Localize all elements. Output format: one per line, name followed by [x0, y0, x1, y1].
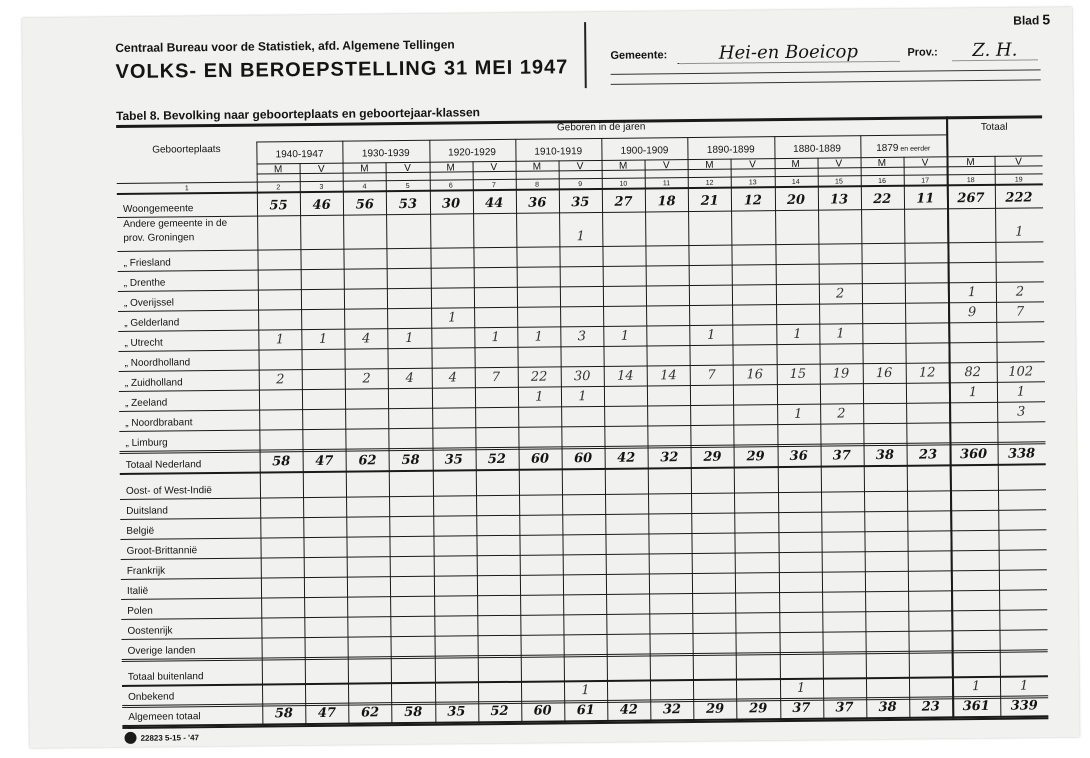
row-label: Oost- of West-Indië: [125, 485, 212, 497]
cell-value: 36: [789, 448, 808, 464]
year-group-header: [343, 148, 429, 161]
year-group-header: [515, 146, 601, 159]
column-number: 19: [1014, 176, 1023, 184]
cell-value: 1: [1016, 384, 1026, 400]
row-label: „ Zeeland: [124, 397, 168, 409]
cell-value: 1: [836, 326, 845, 342]
row-label: Totaal Nederland: [125, 459, 202, 471]
cell-value: 15: [789, 366, 807, 382]
cell-value: 1: [794, 406, 803, 422]
cell-value: 21: [700, 193, 719, 209]
cell-value: 38: [878, 699, 897, 716]
column-number: 15: [835, 178, 843, 186]
cell-value: 1: [967, 285, 977, 301]
cell-value: 4: [361, 331, 371, 347]
prov-label: Prov.:: [907, 46, 938, 59]
row-label: Overige landen: [127, 645, 196, 657]
cell-value: 37: [835, 700, 854, 716]
cell-value: 1: [1015, 224, 1024, 240]
sex-label: M: [877, 157, 887, 170]
year-group-header: [774, 143, 860, 156]
year-group-label: 1879: [876, 142, 899, 155]
cell-value: 222: [1005, 190, 1033, 206]
sex-label: V: [749, 159, 756, 171]
cell-value: 53: [398, 196, 418, 213]
column-number: 13: [748, 179, 757, 187]
cell-value: 360: [959, 446, 988, 463]
sex-label: V: [1015, 156, 1022, 168]
year-group-label: 1910-1919: [534, 146, 583, 158]
cell-value: 32: [662, 702, 682, 718]
cell-value: 13: [830, 192, 849, 208]
print-code: 22823 5-15 - '47: [140, 732, 199, 743]
cell-value: 1: [968, 385, 978, 401]
year-group-label: 1920-1929: [448, 147, 497, 159]
column-number: 3: [319, 183, 324, 191]
sex-label: V: [662, 160, 670, 172]
cell-value: 1: [793, 326, 802, 342]
census-table: [116, 115, 1048, 741]
cell-value: 9: [967, 305, 977, 321]
cell-value: 339: [1010, 698, 1038, 714]
column-number: 7: [491, 182, 496, 190]
column-number: 16: [878, 177, 886, 186]
sex-label: M: [446, 162, 455, 174]
cell-value: 58: [401, 452, 420, 469]
sex-label: V: [835, 158, 843, 170]
sex-label: V: [404, 162, 411, 175]
column-number: 1: [184, 185, 189, 193]
cell-value: 102: [1008, 364, 1034, 380]
cell-value: 35: [571, 195, 590, 211]
cell-value: 1: [796, 680, 806, 696]
year-group-label: 1880-1889: [793, 143, 842, 155]
row-label: Onbekend: [128, 691, 175, 703]
cell-value: 1: [535, 389, 544, 405]
cell-value: 3: [1016, 404, 1026, 420]
row-label: Polen: [127, 605, 153, 617]
data-column-rule: [903, 157, 910, 719]
cell-value: 4: [405, 370, 414, 387]
cell-value: 1: [620, 328, 630, 344]
gemeente-rule-1: [611, 69, 1041, 75]
cell-value: 47: [315, 453, 334, 469]
data-column-rule: [558, 160, 565, 722]
row-label-line: prov. Groningen: [123, 232, 195, 244]
cell-value: 18: [657, 194, 676, 210]
cell-value: 29: [749, 701, 768, 717]
cell-value: 14: [660, 368, 677, 384]
row-label: Italië: [126, 585, 149, 597]
census-form-sheet: [22, 7, 1080, 748]
sheet-number: 5: [1042, 11, 1051, 28]
year-group-header: [860, 142, 946, 156]
cell-value: 7: [707, 367, 716, 383]
table-title: Tabel 8. Bevolking naar geboorteplaats en geboortejaar-klassen: [115, 105, 480, 124]
row-label: „ Noordholland: [124, 357, 191, 369]
cell-value: 14: [616, 368, 634, 384]
year-group-label: 1900-1909: [620, 145, 669, 157]
year-group-header: [429, 147, 515, 160]
cell-value: 37: [832, 448, 851, 464]
gemeente-value: Hei-en Boeicop: [677, 43, 899, 64]
data-column-rule: [731, 159, 738, 721]
data-column-rule: [386, 162, 393, 724]
cell-value: 44: [485, 195, 504, 212]
header-divider: [584, 22, 587, 88]
year-group-label: 1940-1947: [275, 148, 324, 161]
column-number: 11: [662, 180, 671, 188]
row-label: „ Noordbrabant: [125, 417, 193, 429]
sex-label: V: [576, 161, 584, 173]
gemeente-rule-2: [611, 79, 1041, 85]
row-label: Duitsland: [126, 505, 168, 517]
cell-value: 2: [362, 371, 371, 387]
cell-value: 30: [573, 369, 591, 385]
year-group-header: [601, 145, 687, 158]
column-number: 14: [791, 178, 800, 186]
sex-label: V: [317, 163, 325, 175]
cell-value: 22: [530, 369, 548, 385]
row-label: „ Friesland: [123, 257, 171, 269]
cell-value: 2: [276, 372, 285, 388]
cell-value: 52: [487, 451, 506, 468]
gemeente-label: Gemeente:: [610, 49, 668, 62]
cell-value: 1: [491, 330, 500, 346]
cell-value: 1: [706, 327, 716, 343]
cell-value: 36: [528, 195, 547, 211]
cell-value: 11: [916, 191, 935, 207]
cell-value: 7: [1015, 304, 1025, 320]
sex-label: M: [705, 159, 714, 171]
row-label: Groot-Brittannië: [126, 545, 198, 557]
cell-value: 1: [405, 330, 414, 347]
column-number: 2: [276, 184, 281, 192]
cell-value: 42: [617, 450, 636, 466]
cell-value: 20: [786, 192, 806, 208]
organization-name: Centraal Bureau voor de Statistiek, afd. Algemene Tellingen: [115, 37, 455, 56]
row-label: „ Zuidholland: [124, 377, 183, 389]
cell-value: 29: [746, 449, 765, 465]
data-column-rule: [300, 163, 307, 725]
cell-value: 3: [577, 329, 587, 345]
cell-value: 1: [581, 683, 590, 699]
cell-value: 1: [534, 329, 543, 345]
cell-value: 22: [873, 191, 892, 208]
cell-value: 58: [272, 454, 291, 470]
col-header-group: Geboren in de jaren: [556, 121, 646, 134]
year-group-label: 1890-1899: [706, 144, 755, 156]
cell-value: 267: [957, 190, 985, 207]
cell-value: 23: [921, 699, 940, 715]
cell-value: 35: [447, 704, 466, 720]
column-number: 6: [448, 182, 453, 190]
cell-value: 1: [578, 389, 587, 405]
cell-value: 4: [448, 370, 458, 386]
column-number: 18: [966, 177, 975, 185]
year-group-header: [256, 149, 342, 162]
cell-value: 1: [1019, 678, 1029, 694]
cell-value: 32: [660, 450, 679, 466]
cell-value: 2: [835, 286, 845, 302]
row-label: „ Utrecht: [124, 337, 163, 349]
cell-value: 16: [746, 367, 764, 383]
census-title: VOLKS- EN BEROEPSTELLING 31 MEI 1947: [115, 56, 569, 84]
cell-value: 38: [875, 447, 895, 464]
year-group-label: 1930-1939: [361, 147, 410, 160]
cell-value: 56: [355, 197, 374, 213]
cell-value: 37: [792, 700, 811, 716]
year-group-suffix: en eerder: [898, 145, 931, 153]
cell-value: 60: [533, 703, 552, 719]
cell-value: 12: [743, 193, 763, 209]
cell-value: 58: [274, 706, 293, 722]
sex-label: M: [791, 158, 800, 170]
cell-value: 47: [317, 705, 337, 721]
cell-value: 42: [619, 702, 638, 718]
cell-value: 1: [275, 332, 285, 348]
row-label: „ Limburg: [125, 437, 168, 449]
row-label: [123, 218, 227, 245]
cell-value: 35: [444, 452, 463, 468]
cell-value: 1: [448, 310, 457, 326]
sex-label: M: [273, 164, 283, 176]
print-mark: [124, 731, 199, 744]
column-number: 9: [578, 181, 583, 189]
column-number: 5: [405, 182, 410, 190]
cell-value: 55: [269, 198, 288, 214]
col-header-total: Totaal: [980, 121, 1008, 133]
cell-value: 27: [614, 194, 633, 210]
cell-value: 7: [491, 370, 501, 386]
sheet-number-label: [1013, 11, 1050, 27]
row-label: „ Gelderland: [124, 317, 180, 329]
row-label: „ Overijssel: [123, 297, 175, 309]
cell-value: 46: [312, 197, 331, 213]
cell-value: 30: [441, 196, 461, 212]
cell-value: 62: [358, 453, 377, 469]
row-label: Woongemeente: [122, 203, 194, 215]
column-number: 8: [535, 181, 540, 189]
cell-value: 338: [1007, 446, 1036, 462]
sex-label: M: [532, 161, 542, 173]
cell-value: 16: [875, 365, 893, 382]
cell-value: 361: [962, 698, 990, 715]
col-header-place: Geboorteplaats: [152, 143, 221, 156]
sex-label: M: [966, 157, 975, 169]
row-label: Frankrijk: [126, 565, 166, 577]
row-label-line: Andere gemeente in de: [123, 217, 228, 230]
data-column-rule: [472, 161, 479, 723]
sex-label: V: [921, 157, 929, 169]
cell-value: 19: [832, 366, 850, 382]
data-column-rule: [994, 156, 1001, 718]
column-number: 4: [362, 183, 367, 191]
column-number: 17: [921, 177, 930, 185]
cell-value: 60: [573, 451, 593, 467]
cell-value: 12: [918, 365, 936, 381]
cell-value: 61: [576, 703, 595, 719]
column-number: 12: [705, 179, 714, 187]
row-label: Oostenrijk: [127, 625, 173, 637]
total-column-rule: [946, 116, 954, 718]
row-label: „ Drenthe: [123, 277, 166, 289]
sex-label: M: [618, 160, 628, 172]
sex-label: M: [360, 163, 369, 175]
cell-value: 29: [705, 701, 725, 717]
prov-value: Z. H.: [952, 41, 1037, 61]
row-label: Totaal buitenland: [127, 671, 204, 683]
column-number: 10: [619, 180, 628, 188]
cell-value: 58: [404, 704, 423, 721]
cell-value: 60: [530, 451, 550, 467]
cell-value: 1: [318, 331, 328, 347]
cell-value: 1: [576, 229, 585, 245]
sheet-label: Blad: [1013, 13, 1040, 28]
row-label: Algemeen totaal: [128, 711, 201, 723]
cell-value: 2: [1015, 284, 1025, 300]
cell-value: 62: [360, 705, 380, 721]
cell-value: 23: [918, 447, 938, 463]
data-column-rule: [645, 159, 652, 721]
cell-value: 82: [964, 364, 982, 381]
cell-value: 52: [490, 703, 509, 720]
cell-value: 2: [837, 406, 846, 422]
year-group-header: [688, 144, 774, 157]
sex-label: V: [490, 162, 498, 174]
cell-value: 1: [971, 679, 981, 695]
row-label: België: [126, 525, 155, 537]
data-column-rule: [817, 158, 824, 720]
printer-logo-icon: [124, 732, 136, 744]
cell-value: 29: [703, 449, 722, 465]
